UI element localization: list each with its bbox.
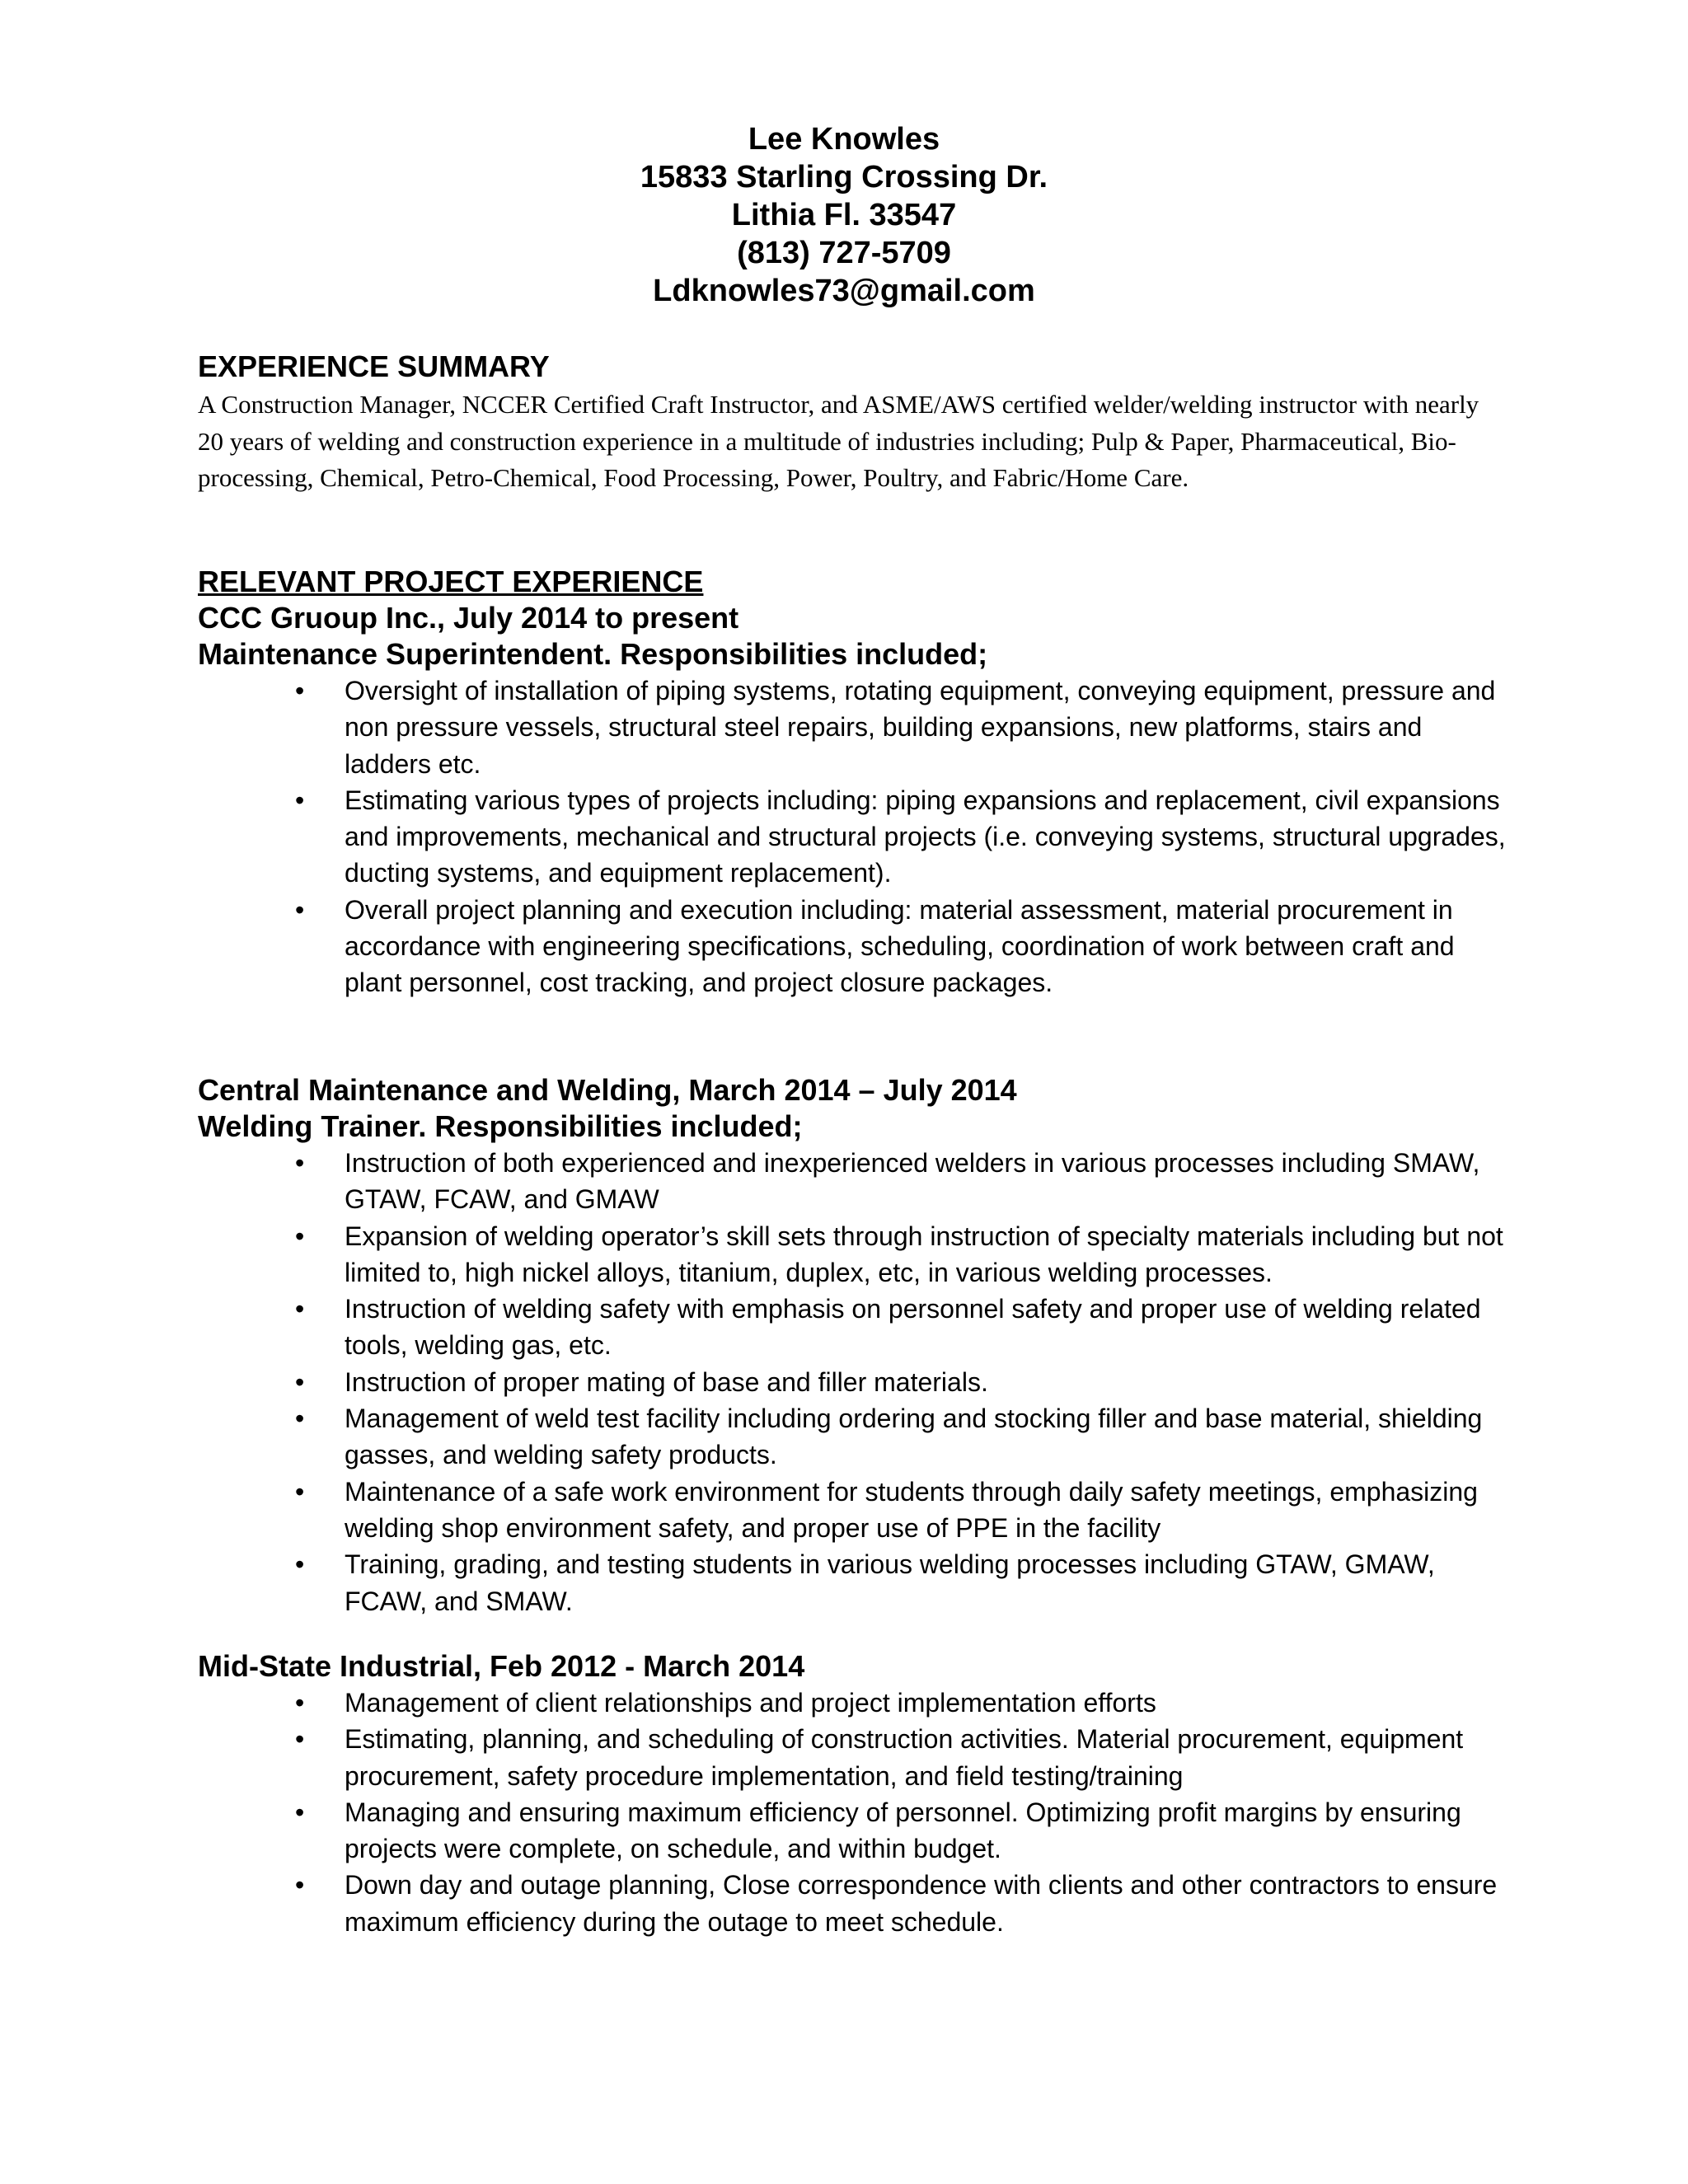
list-item: • Training, grading, and testing students in various welding processes including GTAW, GMAW, FCAW, and SMAW. <box>198 1546 1515 1619</box>
project-experience-section <box>198 564 1506 1001</box>
job-bullet-list <box>198 673 1506 1001</box>
job-bullet-list <box>198 1685 1500 1940</box>
job-entry-central-maintenance <box>198 1072 1503 1619</box>
list-item: • Expansion of welding operator’s skill sets through instruction of specialty materials including but not limited to, high nickel alloys, titanium, duplex, etc, in various welding processes. <box>198 1218 1515 1291</box>
list-item: • Overall project planning and execution including: material assessment, material procurement in accordance with engineering specifications, scheduling, coordination of work between craft and plant personnel, cost tracking, and project closure packages. <box>198 892 1515 1001</box>
list-item: • Managing and ensuring maximum efficiency of personnel. Optimizing profit margins by ensuring projects were complete, on schedule, and within budget. <box>198 1794 1515 1868</box>
list-item: • Management of client relationships and project implementation efforts <box>198 1685 1515 1721</box>
list-item: • Management of weld test facility including ordering and stocking filler and base material, shielding gasses, and welding safety products. <box>198 1400 1515 1474</box>
street-address: 15833 Starling Crossing Dr. <box>640 160 1048 194</box>
list-item: • Estimating various types of projects including: piping expansions and replacement, civil expansions and improvements, mechanical and structural projects (i.e. conveying systems, structural upgrades, ducting systems, and equipment replacement). <box>198 782 1515 892</box>
job-employer: Central Maintenance and Welding, March 2014 – July 2014 <box>198 1073 1017 1107</box>
candidate-name: Lee Knowles <box>748 122 940 157</box>
list-item: • Maintenance of a safe work environment for students through daily safety meetings, emphasizing welding shop environment safety, and proper use of PPE in the facility <box>198 1474 1515 1547</box>
summary-paragraph: A Construction Manager, NCCER Certified Craft Instructor, and ASME/AWS certified welder/welding instructor with nearly 20 years of welding and construction experience in a multitude of industries including; Pulp & Paper, Pharmaceutical, Bio-processing, Chemical, Petro-Chemical, Food Processing, Power, Poultry, and Fabric/Home Care. <box>198 390 1479 492</box>
job-role: Welding Trainer. Responsibilities included; <box>198 1109 803 1143</box>
job-entry-ccc-group <box>198 600 1506 1001</box>
section-heading-experience: RELEVANT PROJECT EXPERIENCE <box>198 565 704 598</box>
contact-header <box>0 120 1688 310</box>
job-employer: Mid-State Industrial, Feb 2012 - March 2014 <box>198 1649 805 1683</box>
list-item: • Oversight of installation of piping systems, rotating equipment, conveying equipment, pressure and non pressure vessels, structural steel repairs, building expansions, new platforms, stairs and ladders etc. <box>198 673 1515 782</box>
list-item: • Instruction of proper mating of base and filler materials. <box>198 1364 1515 1400</box>
job-role: Maintenance Superintendent. Responsibilities included; <box>198 637 988 671</box>
job-employer: CCC Gruoup Inc., July 2014 to present <box>198 601 739 635</box>
section-heading-summary: EXPERIENCE SUMMARY <box>198 349 550 383</box>
list-item: • Estimating, planning, and scheduling of construction activities. Material procurement, equipment procurement, safety procedure implementation, and field testing/training <box>198 1721 1515 1794</box>
job-bullet-list <box>198 1145 1503 1619</box>
city-state-zip: Lithia Fl. 33547 <box>731 198 957 232</box>
experience-summary-section <box>198 349 1500 497</box>
list-item: • Down day and outage planning, Close correspondence with clients and other contractors to ensure maximum efficiency during the outage to meet schedule. <box>198 1867 1515 1940</box>
job-entry-mid-state-industrial <box>198 1648 1500 1940</box>
email-address: Ldknowles73@gmail.com <box>653 274 1035 308</box>
phone-number: (813) 727-5709 <box>737 236 951 270</box>
list-item: • Instruction of welding safety with emphasis on personnel safety and proper use of welding related tools, welding gas, etc. <box>198 1291 1515 1364</box>
list-item: • Instruction of both experienced and inexperienced welders in various processes including SMAW, GTAW, FCAW, and GMAW <box>198 1145 1515 1218</box>
